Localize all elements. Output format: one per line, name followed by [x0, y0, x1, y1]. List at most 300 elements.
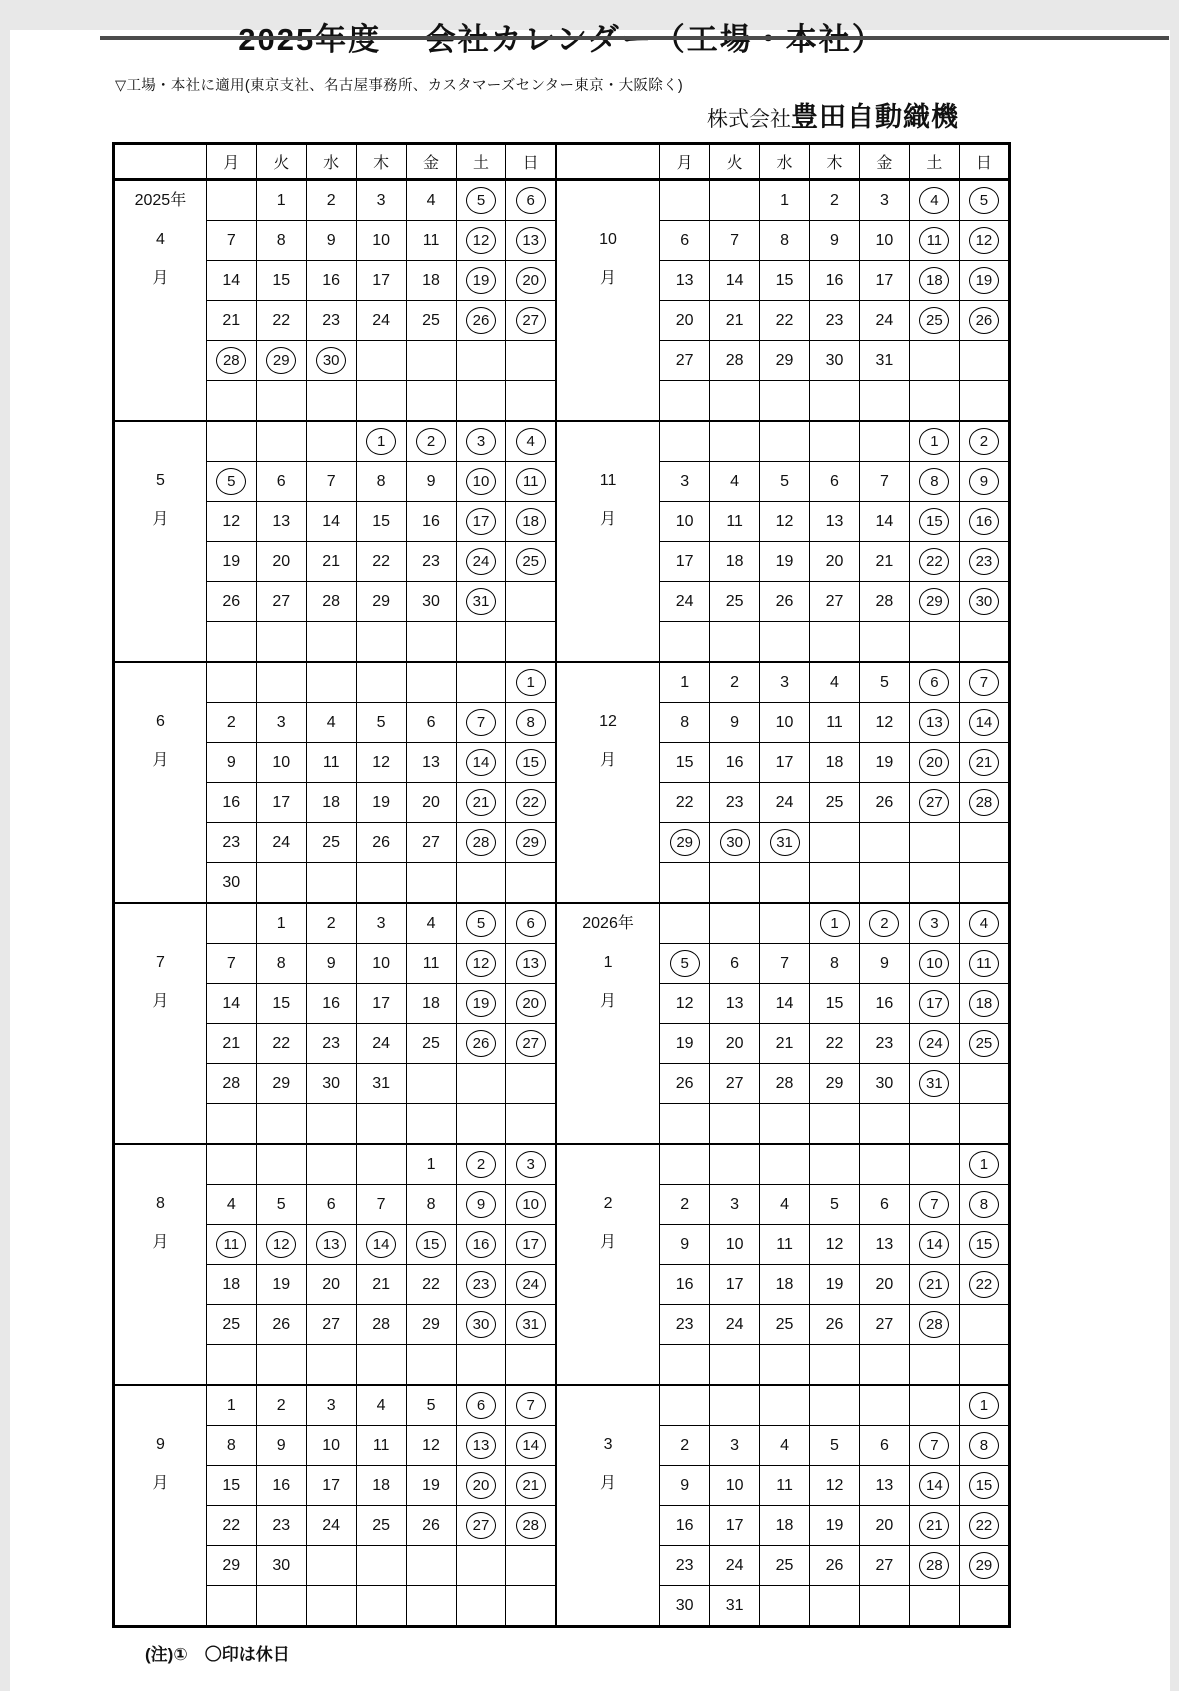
empty-cell [506, 341, 556, 381]
holiday-circle: 16 [969, 508, 999, 535]
date-cell: 8 [256, 221, 306, 261]
empty-cell [959, 823, 1009, 863]
empty-cell [506, 1546, 556, 1586]
empty-cell [710, 622, 760, 663]
month-label [556, 1385, 660, 1627]
date-cell-holiday [406, 1225, 456, 1265]
date-cell-holiday [456, 1265, 506, 1305]
date-cell: 16 [660, 1506, 710, 1546]
calendar-week-row [114, 421, 1010, 462]
company-line [112, 102, 1011, 137]
date-cell: 3 [710, 1426, 760, 1466]
date-cell: 19 [760, 542, 810, 582]
empty-cell [306, 622, 356, 663]
document-content [112, 0, 1011, 1665]
date-cell-holiday [959, 662, 1009, 703]
date-cell: 23 [406, 542, 456, 582]
month-label-line: 3 [603, 1436, 613, 1453]
empty-cell [710, 381, 760, 422]
empty-cell [206, 421, 256, 462]
holiday-circle: 30 [969, 588, 999, 615]
holiday-circle: 22 [969, 1271, 999, 1298]
empty-cell [356, 1546, 406, 1586]
date-cell: 11 [760, 1225, 810, 1265]
date-cell: 18 [810, 743, 860, 783]
holiday-circle: 31 [516, 1311, 546, 1338]
date-cell: 9 [810, 221, 860, 261]
date-cell: 29 [406, 1305, 456, 1345]
holiday-circle: 14 [969, 709, 999, 736]
holiday-circle: 12 [466, 227, 496, 254]
day-header-tue: 火 [710, 144, 760, 180]
date-cell-holiday [760, 823, 810, 863]
date-cell: 8 [810, 944, 860, 984]
date-cell-holiday [406, 421, 456, 462]
date-cell: 20 [306, 1265, 356, 1305]
month-label-line: 月 [152, 1234, 169, 1251]
empty-cell [660, 622, 710, 663]
date-cell: 18 [306, 783, 356, 823]
label-column-header [114, 144, 207, 180]
date-cell: 13 [810, 502, 860, 542]
empty-cell [710, 1345, 760, 1386]
date-cell: 28 [206, 1064, 256, 1104]
date-cell: 14 [206, 984, 256, 1024]
month-label-line: 2025年 [134, 192, 187, 209]
date-cell: 9 [660, 1225, 710, 1265]
date-cell-holiday [456, 301, 506, 341]
holiday-circle: 8 [516, 709, 546, 736]
date-cell-holiday [506, 180, 556, 221]
date-cell: 9 [206, 743, 256, 783]
holiday-circle: 31 [770, 829, 800, 856]
date-cell: 30 [660, 1586, 710, 1627]
empty-cell [660, 863, 710, 904]
date-cell: 26 [206, 582, 256, 622]
date-cell: 29 [356, 582, 406, 622]
date-cell: 20 [660, 301, 710, 341]
holiday-circle: 27 [919, 789, 949, 816]
date-cell: 4 [206, 1185, 256, 1225]
month-label [114, 662, 207, 903]
date-cell-holiday [810, 903, 860, 944]
date-cell: 12 [660, 984, 710, 1024]
date-cell: 12 [206, 502, 256, 542]
empty-cell [406, 1586, 456, 1627]
date-cell: 29 [206, 1546, 256, 1586]
date-cell-holiday [456, 1185, 506, 1225]
date-cell-holiday [456, 903, 506, 944]
date-cell: 22 [660, 783, 710, 823]
empty-cell [456, 1345, 506, 1386]
date-cell: 30 [810, 341, 860, 381]
month-label-line: 7 [155, 954, 165, 971]
holiday-circle: 7 [516, 1392, 546, 1419]
date-cell-holiday [506, 823, 556, 863]
month-label-line: 8 [155, 1195, 165, 1212]
empty-cell [859, 1345, 909, 1386]
holiday-circle: 31 [466, 588, 496, 615]
date-cell: 28 [306, 582, 356, 622]
holiday-circle: 29 [969, 1552, 999, 1579]
date-cell: 19 [256, 1265, 306, 1305]
month-label-line: 月 [152, 511, 169, 528]
date-cell-holiday [456, 1305, 506, 1345]
date-cell: 13 [859, 1466, 909, 1506]
month-label-line: 12 [599, 713, 617, 730]
date-cell-holiday [456, 1466, 506, 1506]
date-cell: 14 [206, 261, 256, 301]
date-cell-holiday [456, 502, 506, 542]
date-cell: 22 [760, 301, 810, 341]
empty-cell [456, 1104, 506, 1145]
month-label-line: 1 [603, 954, 613, 971]
date-cell: 24 [356, 1024, 406, 1064]
date-cell: 10 [710, 1466, 760, 1506]
date-cell: 3 [306, 1385, 356, 1426]
date-cell-holiday [710, 823, 760, 863]
calendar-week-row [114, 1144, 1010, 1185]
month-label-line: 月 [600, 270, 617, 287]
holiday-circle: 7 [919, 1432, 949, 1459]
date-cell: 12 [810, 1466, 860, 1506]
calendar-week-row [114, 1385, 1010, 1426]
holiday-circle: 1 [969, 1392, 999, 1419]
holiday-circle: 2 [416, 428, 446, 455]
date-cell: 9 [660, 1466, 710, 1506]
empty-cell [356, 1345, 406, 1386]
date-cell: 10 [306, 1426, 356, 1466]
date-cell: 25 [356, 1506, 406, 1546]
holiday-circle: 25 [919, 307, 949, 334]
empty-cell [760, 381, 810, 422]
month-label-line [557, 422, 659, 461]
empty-cell [660, 1104, 710, 1145]
empty-cell [256, 1104, 306, 1145]
date-cell: 2 [306, 180, 356, 221]
empty-cell [206, 180, 256, 221]
month-label-line [557, 663, 659, 702]
date-cell: 22 [256, 1024, 306, 1064]
date-cell: 6 [810, 462, 860, 502]
empty-cell [710, 1104, 760, 1145]
month-label-line [115, 1386, 206, 1425]
month-label-line: 6 [155, 713, 165, 730]
date-cell: 3 [660, 462, 710, 502]
holiday-circle: 4 [919, 187, 949, 214]
holiday-circle: 12 [266, 1231, 296, 1258]
date-cell: 9 [256, 1426, 306, 1466]
date-cell: 18 [206, 1265, 256, 1305]
holiday-circle: 5 [216, 468, 246, 495]
empty-cell [859, 622, 909, 663]
empty-cell [710, 180, 760, 221]
day-header-wed: 水 [760, 144, 810, 180]
date-cell-holiday [456, 1225, 506, 1265]
empty-cell [356, 1586, 406, 1627]
date-cell: 8 [760, 221, 810, 261]
holiday-circle: 9 [466, 1191, 496, 1218]
date-cell: 25 [306, 823, 356, 863]
date-cell-holiday [456, 823, 506, 863]
empty-cell [710, 863, 760, 904]
date-cell-holiday [506, 703, 556, 743]
holiday-circle: 24 [919, 1030, 949, 1057]
date-cell: 3 [356, 180, 406, 221]
calendar-week-row [114, 662, 1010, 703]
date-cell-holiday [456, 1426, 506, 1466]
empty-cell [456, 1064, 506, 1104]
holiday-circle: 15 [416, 1231, 446, 1258]
date-cell-holiday [959, 1506, 1009, 1546]
empty-cell [909, 622, 959, 663]
date-cell-holiday [909, 1506, 959, 1546]
holiday-circle: 31 [919, 1070, 949, 1097]
empty-cell [959, 1305, 1009, 1345]
day-header-mon: 月 [660, 144, 710, 180]
date-cell: 10 [356, 221, 406, 261]
date-cell: 17 [859, 261, 909, 301]
date-cell: 26 [660, 1064, 710, 1104]
date-cell-holiday [206, 1225, 256, 1265]
date-cell: 4 [356, 1385, 406, 1426]
holiday-circle: 20 [919, 749, 949, 776]
date-cell-holiday [959, 783, 1009, 823]
holiday-circle: 2 [969, 428, 999, 455]
date-cell: 6 [306, 1185, 356, 1225]
holiday-circle: 23 [969, 548, 999, 575]
date-cell-holiday [506, 1506, 556, 1546]
holiday-circle: 30 [316, 347, 346, 374]
holiday-circle: 1 [366, 428, 396, 455]
date-cell: 4 [306, 703, 356, 743]
holiday-circle: 22 [969, 1512, 999, 1539]
date-cell-holiday [959, 421, 1009, 462]
holiday-circle: 18 [969, 990, 999, 1017]
holiday-circle: 4 [516, 428, 546, 455]
date-cell-holiday [959, 903, 1009, 944]
empty-cell [306, 1144, 356, 1185]
date-cell: 30 [256, 1546, 306, 1586]
date-cell: 23 [710, 783, 760, 823]
date-cell: 17 [356, 261, 406, 301]
holiday-circle: 9 [969, 468, 999, 495]
date-cell-holiday [506, 1426, 556, 1466]
empty-cell [909, 341, 959, 381]
date-cell-holiday [506, 944, 556, 984]
date-cell: 27 [660, 341, 710, 381]
empty-cell [256, 863, 306, 904]
date-cell-holiday [909, 703, 959, 743]
date-cell: 25 [810, 783, 860, 823]
holiday-circle: 27 [516, 307, 546, 334]
date-cell: 23 [206, 823, 256, 863]
holiday-circle: 20 [516, 267, 546, 294]
date-cell: 26 [810, 1546, 860, 1586]
holiday-circle: 11 [919, 227, 949, 254]
date-cell-holiday [909, 582, 959, 622]
date-cell-holiday [506, 301, 556, 341]
holiday-circle: 29 [670, 829, 700, 856]
month-label-line: 11 [599, 472, 617, 489]
empty-cell [206, 903, 256, 944]
month-label-line [115, 663, 206, 702]
month-label-line [115, 422, 206, 461]
month-label-line: 4 [155, 231, 165, 248]
date-cell-holiday [356, 421, 406, 462]
empty-cell [306, 381, 356, 422]
date-cell: 17 [306, 1466, 356, 1506]
date-cell-holiday [506, 261, 556, 301]
empty-cell [859, 381, 909, 422]
date-cell-holiday [256, 341, 306, 381]
date-cell: 20 [810, 542, 860, 582]
date-cell: 1 [206, 1385, 256, 1426]
empty-cell [406, 863, 456, 904]
empty-cell [506, 381, 556, 422]
date-cell-holiday [959, 1185, 1009, 1225]
date-cell: 22 [206, 1506, 256, 1546]
empty-cell [660, 1345, 710, 1386]
date-cell: 23 [306, 301, 356, 341]
day-header-sun: 日 [959, 144, 1009, 180]
date-cell: 22 [810, 1024, 860, 1064]
day-header-fri: 金 [406, 144, 456, 180]
date-cell-holiday [456, 1385, 506, 1426]
date-cell: 15 [206, 1466, 256, 1506]
empty-cell [810, 1144, 860, 1185]
date-cell: 24 [859, 301, 909, 341]
date-cell: 1 [760, 180, 810, 221]
date-cell-holiday [506, 421, 556, 462]
date-cell: 16 [810, 261, 860, 301]
date-cell: 18 [406, 261, 456, 301]
holiday-circle: 5 [670, 950, 700, 977]
empty-cell [256, 421, 306, 462]
empty-cell [710, 1385, 760, 1426]
date-cell: 20 [256, 542, 306, 582]
date-cell-holiday [909, 261, 959, 301]
empty-cell [909, 1385, 959, 1426]
empty-cell [859, 1104, 909, 1145]
date-cell: 8 [356, 462, 406, 502]
date-cell: 26 [760, 582, 810, 622]
date-cell-holiday [959, 1426, 1009, 1466]
empty-cell [456, 1546, 506, 1586]
holiday-circle: 13 [516, 227, 546, 254]
holiday-circle: 16 [466, 1231, 496, 1258]
holiday-circle: 3 [466, 428, 496, 455]
empty-cell [859, 863, 909, 904]
date-cell: 25 [760, 1305, 810, 1345]
date-cell: 10 [356, 944, 406, 984]
footnote: (注)① 〇印は休日 [145, 1645, 290, 1664]
date-cell: 5 [810, 1185, 860, 1225]
date-cell-holiday [506, 1265, 556, 1305]
empty-cell [859, 1586, 909, 1627]
month-label-line: 9 [155, 1436, 165, 1453]
empty-cell [356, 341, 406, 381]
date-cell: 4 [710, 462, 760, 502]
empty-cell [660, 1144, 710, 1185]
empty-cell [506, 582, 556, 622]
date-cell: 3 [859, 180, 909, 221]
month-label-line: 月 [600, 511, 617, 528]
date-cell: 9 [859, 944, 909, 984]
holiday-circle: 12 [466, 950, 496, 977]
date-cell-holiday [909, 1024, 959, 1064]
empty-cell [760, 1345, 810, 1386]
empty-cell [456, 341, 506, 381]
date-cell: 24 [356, 301, 406, 341]
date-cell: 23 [256, 1506, 306, 1546]
date-cell-holiday [959, 582, 1009, 622]
empty-cell [909, 1144, 959, 1185]
holiday-circle: 26 [969, 307, 999, 334]
empty-cell [760, 1104, 810, 1145]
date-cell-holiday [506, 984, 556, 1024]
date-cell: 3 [760, 662, 810, 703]
empty-cell [760, 1385, 810, 1426]
empty-cell [206, 1104, 256, 1145]
date-cell: 21 [859, 542, 909, 582]
holiday-circle: 24 [466, 548, 496, 575]
date-cell: 25 [710, 582, 760, 622]
date-cell: 19 [859, 743, 909, 783]
month-label-line: 月 [152, 752, 169, 769]
empty-cell [306, 421, 356, 462]
date-cell: 23 [660, 1546, 710, 1586]
holiday-circle: 12 [969, 227, 999, 254]
paper-top-edge [100, 36, 1169, 40]
empty-cell [406, 1546, 456, 1586]
day-header-wed: 水 [306, 144, 356, 180]
date-cell-holiday [909, 1185, 959, 1225]
month-label [556, 180, 660, 422]
empty-cell [959, 341, 1009, 381]
empty-cell [810, 1385, 860, 1426]
empty-cell [859, 1144, 909, 1185]
date-cell-holiday [306, 1225, 356, 1265]
empty-cell [256, 622, 306, 663]
date-cell: 31 [859, 341, 909, 381]
date-cell: 23 [810, 301, 860, 341]
holiday-circle: 28 [216, 347, 246, 374]
date-cell: 30 [406, 582, 456, 622]
holiday-circle: 14 [366, 1231, 396, 1258]
holiday-circle: 29 [266, 347, 296, 374]
calendar-week-row [114, 180, 1010, 221]
date-cell-holiday [506, 221, 556, 261]
date-cell: 19 [356, 783, 406, 823]
empty-cell [456, 381, 506, 422]
date-cell-holiday [909, 903, 959, 944]
holiday-circle: 6 [516, 187, 546, 214]
empty-cell [306, 1586, 356, 1627]
month-label-line: 月 [152, 1475, 169, 1492]
empty-cell [456, 1586, 506, 1627]
date-cell-holiday [959, 1265, 1009, 1305]
date-cell: 14 [859, 502, 909, 542]
date-cell: 21 [356, 1265, 406, 1305]
date-cell: 27 [256, 582, 306, 622]
date-cell-holiday [506, 1385, 556, 1426]
holiday-circle: 19 [466, 990, 496, 1017]
holiday-circle: 15 [969, 1231, 999, 1258]
date-cell: 16 [859, 984, 909, 1024]
month-label-line: 月 [600, 1475, 617, 1492]
date-cell: 27 [406, 823, 456, 863]
